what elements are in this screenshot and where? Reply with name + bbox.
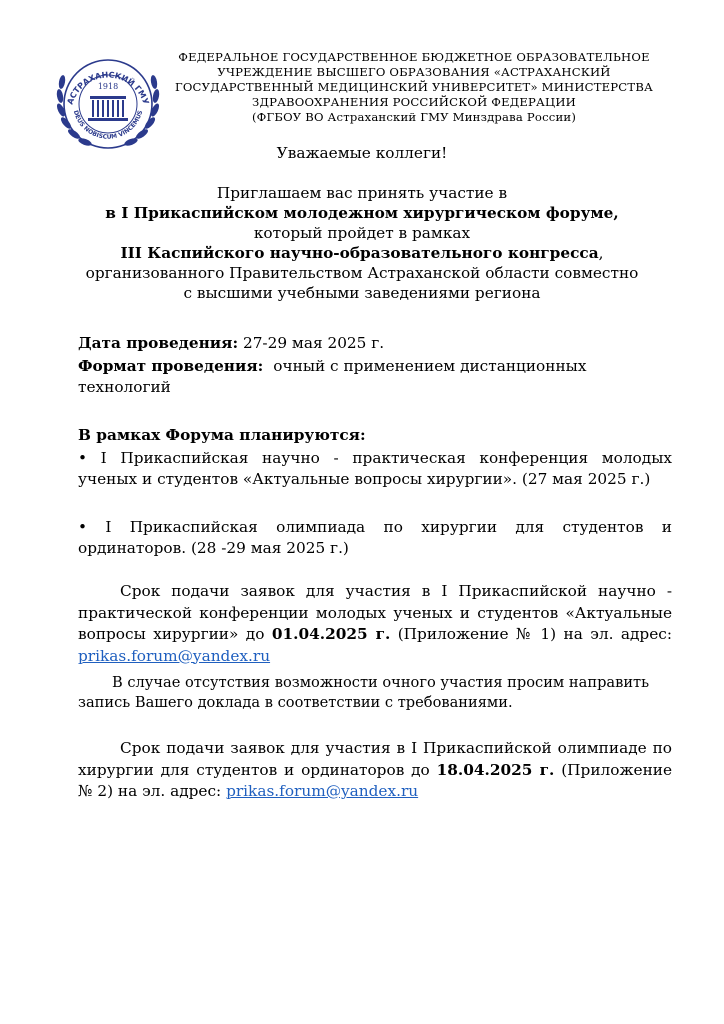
deadline-text: практической конференции молодых ученых и студентов «Актуальные (78, 603, 672, 622)
institution-header (170, 50, 658, 125)
congress-line (60, 243, 664, 263)
format-value: очный с применением дистанционных (273, 357, 587, 375)
date-label: Дата проведения: (78, 334, 239, 352)
deadline-date: 18.04.2025 г. (436, 760, 555, 779)
absence-text: В случае отсутствия возможности очного участия просим направить (112, 674, 650, 691)
building-icon (88, 96, 128, 121)
email-link[interactable]: prikas.forum@yandex.ru (226, 782, 419, 800)
greeting: Уважаемые коллеги! (276, 144, 448, 162)
plans-title-text: В рамках Форума планируются: (78, 426, 366, 444)
plan-item-text: ординаторов. (28 -29 мая 2025 г.) (78, 539, 349, 557)
deadline-olympiad (78, 738, 672, 803)
date-line (78, 333, 672, 354)
deadline-text: хирургии для студентов и ординаторов до (78, 760, 437, 779)
invitation (60, 183, 664, 303)
format-block (78, 356, 672, 398)
deadline-text-row (78, 760, 672, 782)
deadline-text: (Приложение (554, 760, 673, 779)
header-line: ЗДРАВООХРАНЕНИЯ РОССИЙСКОЙ ФЕДЕРАЦИИ (252, 95, 576, 109)
plan-item-text: • I Прикаспийская научно - практическая конференция молодых (78, 449, 672, 467)
plan-item-2 (78, 517, 672, 559)
forum-name: в I Прикаспийском молодежном хирургическом форуме, (105, 204, 619, 222)
deadline-date: 01.04.2025 г. (271, 625, 391, 643)
plan-item-1 (78, 448, 672, 490)
logo-arc-text: АСТРАХАНСКИЙ ГМУ (65, 70, 151, 106)
date-value: 27-29 мая 2025 г. (238, 334, 385, 352)
format-label: Формат проведения: (78, 357, 264, 375)
congress-comma: , (598, 244, 604, 262)
university-logo (52, 46, 164, 158)
invite-line: организованного Правительством Астраханской области совместно (85, 264, 639, 282)
header-line: ФЕДЕРАЛЬНОЕ ГОСУДАРСТВЕННОЕ БЮДЖЕТНОЕ ОБРАЗОВАТЕЛЬНОЕ (178, 50, 650, 64)
logo-motto: DEUS NOBISCUM VINCEMUS (71, 109, 145, 141)
deadline-text: Срок подачи заявок для участия в I Прикаспийской научно - (120, 582, 672, 600)
plan-item-text: ученых и студентов «Актуальные вопросы хирургии». (27 мая 2025 г.) (78, 470, 651, 488)
plans-title (78, 425, 672, 446)
deadline-text-row (78, 624, 672, 646)
absence-text: запись Вашего доклада в соответствии с требованиями. (78, 694, 513, 711)
logo-year: 1918 (97, 82, 119, 91)
header-line: ГОСУДАРСТВЕННЫЙ МЕДИЦИНСКИЙ УНИВЕРСИТЕТ» МИНИСТЕРСТВА (174, 80, 654, 94)
invite-line: Приглашаем вас принять участие в (216, 184, 508, 202)
header-line: УЧРЕЖДЕНИЕ ВЫСШЕГО ОБРАЗОВАНИЯ «АСТРАХАНСКИЙ (217, 65, 611, 79)
email-link[interactable]: prikas.forum@yandex.ru (78, 646, 271, 665)
congress-name: III Каспийского научно-образовательного конгресса (120, 244, 599, 262)
absence-note (78, 673, 672, 713)
deadline-text: Срок подачи заявок для участия в I Прикаспийской олимпиаде по (120, 739, 672, 757)
deadline-conference (78, 581, 672, 667)
invite-line: с высшими учебными заведениями региона (183, 284, 541, 302)
deadline-text: вопросы хирургии» до (78, 625, 272, 643)
header-line: (ФГБОУ ВО Астраханский ГМУ Минздрава России) (251, 110, 577, 124)
deadline-text: № 2) на эл. адрес: (78, 782, 227, 800)
deadline-text: (Приложение № 1) на эл. адрес: (390, 625, 672, 643)
invite-line: который пройдет в рамках (253, 224, 471, 242)
format-value-cont: технологий (78, 378, 171, 396)
plan-item-text: • I Прикаспийская олимпиада по хирургии для студентов и (78, 518, 672, 536)
